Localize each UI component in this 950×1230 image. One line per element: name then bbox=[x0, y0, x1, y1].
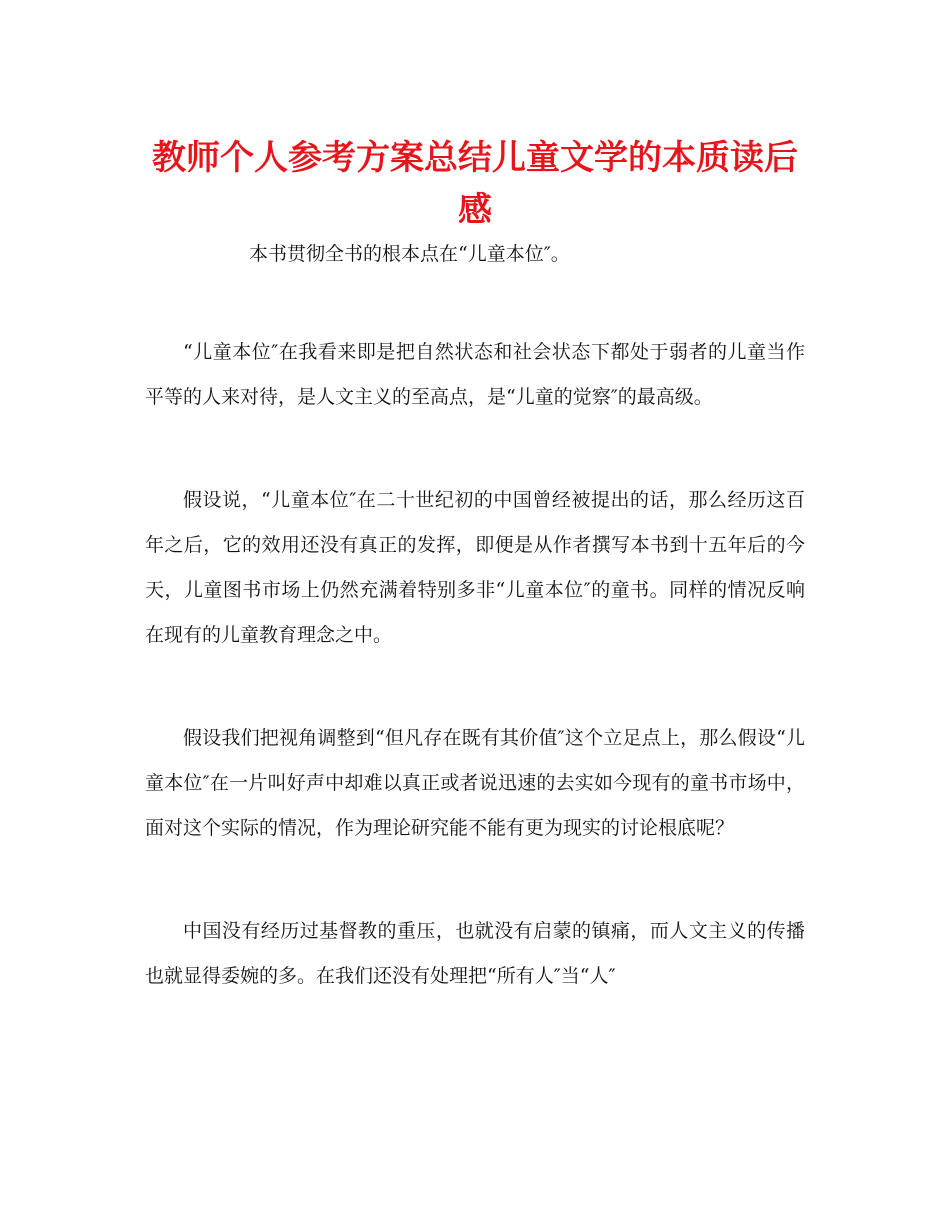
document-title: 教师个人参考方案总结儿童文学的本质读后感 bbox=[152, 138, 798, 230]
document-body bbox=[145, 236, 805, 1057]
paragraph-3: 假设我们把视角调整到“但凡存在既有其价值″这个立足点上，那么假设“儿童本位″在一片叫好声中却难以真正或者说迅速的去实如今现有的童书市场中，面对这个实际的情况，作为理论研究能不能有更为现实的讨论根底呢？ bbox=[145, 727, 805, 839]
paragraph-2: 假设说，“儿童本位″在二十世纪初的中国曾经被提出的话，那么经历这百年之后，它的效用还没有真正的发挥，即便是从作者撰写本书到十五年后的今天，儿童图书市场上仍然充满着特别多非“儿童本位″的童书。同样的情况反响在现有的儿童教育理念之中。 bbox=[145, 489, 805, 646]
paragraph-4: 中国没有经历过基督教的重压，也就没有启蒙的镇痛，而人文主义的传播也就显得委婉的多。在我们还没有处理把“所有人″当“人″ bbox=[145, 920, 805, 987]
lead-sentence: 本书贯彻全书的根本点在“儿童本位″。 bbox=[249, 243, 570, 265]
paragraph-1: “儿童本位″在我看来即是把自然状态和社会状态下都处于弱者的儿童当作平等的人来对待，是人文主义的至高点，是“儿童的觉察″的最高级。 bbox=[145, 341, 805, 408]
